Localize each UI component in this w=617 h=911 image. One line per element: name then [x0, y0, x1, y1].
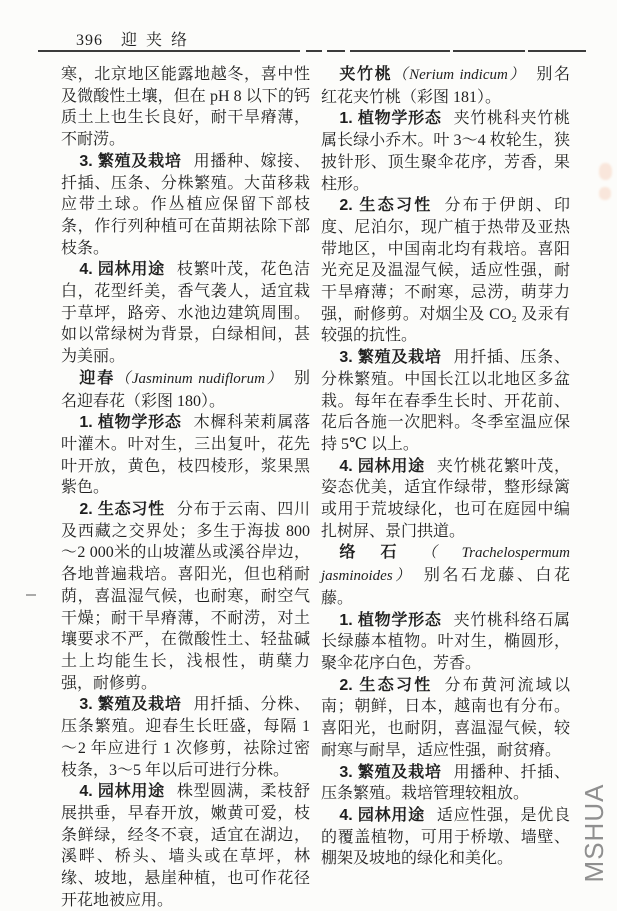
section-label: 2. 生态习性	[79, 501, 165, 519]
species-latin-name: （Nerium indicum）	[392, 67, 519, 83]
paragraph-text: 别名石龙藤、白花藤。	[321, 567, 570, 607]
section-label: 2. 生态习性	[339, 676, 433, 694]
header-rule	[38, 50, 586, 52]
paragraph-text: 别名红花夹竹桃（彩图 181）。	[321, 66, 570, 106]
paragraph	[321, 805, 570, 870]
paragraph-text: 枝繁叶茂，花色洁白，花型纤美，香气袭人，适宜栽于草坪，路旁、水池边建筑周围。如以常绿树为背景，白绿相间，甚为美丽。	[61, 261, 310, 366]
paragraph	[321, 347, 570, 456]
paragraph-text: 用扦插、分株、压条繁殖。迎春生长旺盛，每隔 1～2 年应进行 1 次修剪，祛除过密枝条，3～5 年以后可进行分株。	[61, 696, 310, 779]
section-label: 4. 园林用途	[79, 261, 165, 279]
section-label: 4. 园林用途	[79, 783, 165, 801]
section-label: 3. 繁殖及栽培	[339, 763, 442, 781]
page-number: 396	[76, 32, 103, 49]
paragraph	[321, 456, 570, 543]
paragraph	[61, 259, 310, 368]
species-latin-name: （Jasminum nudiflorum）	[115, 370, 277, 387]
section-label: 4. 园林用途	[339, 457, 425, 475]
paragraph	[321, 195, 570, 347]
scan-mark	[26, 594, 36, 596]
paragraph-text: 木樨科茉莉属落叶灌木。叶对生，三出复叶，花先叶开放，黄色，枝四棱形，浆果黑紫色。	[61, 414, 310, 497]
section-label: 3. 繁殖及栽培	[79, 696, 182, 714]
left-column	[61, 64, 310, 911]
species-paragraph	[321, 542, 570, 609]
paragraph-text: 别名迎春花（彩图 180）。	[61, 369, 310, 410]
paragraph-text: 株型圆满，柔枝舒展拱垂，早春开放，嫩黄可爱，枝条鲜绿，经冬不衰，适宜在湖边，溪畔、桥头、墙头或在草坪，林缘、坡地，悬崖种植，也可作花径开花地被应用。	[61, 783, 310, 909]
rule-segment	[528, 50, 586, 52]
running-head: 迎夹络	[121, 32, 197, 49]
paragraph-text: 夹竹桃花繁叶茂，姿态优美，适宜作绿带，整形绿篱或用于荒坡绿化，也可在庭园中编扎树屏、景门拱道。	[321, 457, 570, 540]
section-label: 3. 繁殖及栽培	[339, 349, 442, 367]
section-label: 1. 植物学形态	[339, 110, 442, 128]
section-label: 2. 生态习性	[339, 197, 433, 215]
paragraph-text: 夹竹桃科络石属长绿藤本植物。叶对生，椭圆形，聚伞花序白色，芳香。	[321, 611, 570, 672]
paragraph-text: 分布黄河流域以南；朝鲜，日本，越南也有分布。喜阳光，也耐阴，喜温湿气候，较耐寒与耐旱，适应性强，耐贫瘠。	[321, 676, 570, 759]
paragraph	[321, 762, 570, 805]
rule-segment	[350, 50, 450, 52]
paragraph	[61, 781, 310, 911]
paragraph-text: 分布于云南、四川及西藏之交界处；多生于海拔 800～2 000米的山坡灌丛或溪谷岸边，各地普遍栽培。喜阳光，但也稍耐荫，喜温湿气候，也耐寒，耐空气干燥；耐干旱瘠薄，不耐涝，对土壤要求不严，在微酸性土、轻盐碱土上均能生长，浅根性，萌蘖力强，耐修剪。	[61, 501, 310, 692]
section-label: 3. 繁殖及栽培	[79, 152, 182, 170]
paragraph-text: 寒，北京地区能露地越冬，喜中性及微酸性土壤，但在 pH 8 以下的钙质土上也生长良好，耐干旱瘠薄，不耐涝。	[61, 66, 310, 149]
rule-segment	[38, 50, 300, 52]
paragraph-text: 用播种、扦插、压条繁殖。栽培管理较粗放。	[321, 763, 570, 803]
watermark: MSHUA	[579, 783, 609, 883]
section-label: 1. 植物学形态	[339, 611, 442, 629]
rule-segment	[306, 50, 322, 52]
paragraph	[61, 499, 310, 694]
paragraph	[61, 412, 310, 499]
species-latin-name: （Trachelospermum jasminoides）	[321, 545, 570, 585]
paragraph-text: 分布于伊朗、印度、尼泊尔，现广植于热带及亚热带地区，中国南北均有栽培。喜阳光充足及温湿气候，适应性强，耐干旱瘠薄；不耐寒，忌涝，萌芽力强，耐修剪。对烟尘及 CO₂ 及汞有较强的抗性。	[321, 197, 570, 345]
species-paragraph	[61, 368, 310, 412]
species-name: 络石	[339, 544, 422, 562]
rule-segment	[453, 50, 525, 52]
right-column	[321, 64, 570, 870]
rule-segment	[327, 50, 345, 52]
species-name: 夹竹桃	[339, 66, 393, 83]
paragraph	[61, 64, 310, 151]
paragraph-text: 用扦插、压条、分株繁殖。中国长江以北地区多盆栽。每年在春季生长时、开花前、花后各施一次肥料。冬季室温应保持 5℃ 以上。	[321, 349, 570, 453]
paragraph	[321, 675, 570, 762]
species-name: 迎春	[79, 369, 116, 387]
paragraph	[61, 694, 310, 781]
section-label: 1. 植物学形态	[79, 414, 182, 432]
paragraph	[321, 108, 570, 195]
paragraph	[61, 151, 310, 260]
scan-stain	[599, 163, 612, 180]
species-paragraph	[321, 64, 570, 108]
paragraph-text: 用播种、嫁接、扦插、压条、分株繁殖。大苗移栽应带土球。作丛植应保留下部枝条，作行列种植可在苗期祛除下部枝条。	[61, 152, 310, 257]
page-header	[76, 27, 196, 50]
scan-stain	[599, 187, 611, 200]
paragraph-text: 适应性强，是优良的覆盖植物，可用于桥墩、墙壁、棚架及坡地的绿化和美化。	[321, 806, 570, 868]
section-label: 4. 园林用途	[339, 806, 425, 824]
paragraph	[321, 610, 570, 675]
paragraph-text: 夹竹桃科夹竹桃属长绿小乔木。叶 3～4 枚轮生，狭披针形、顶生聚伞花序，芳香，果柱形。	[321, 110, 570, 193]
